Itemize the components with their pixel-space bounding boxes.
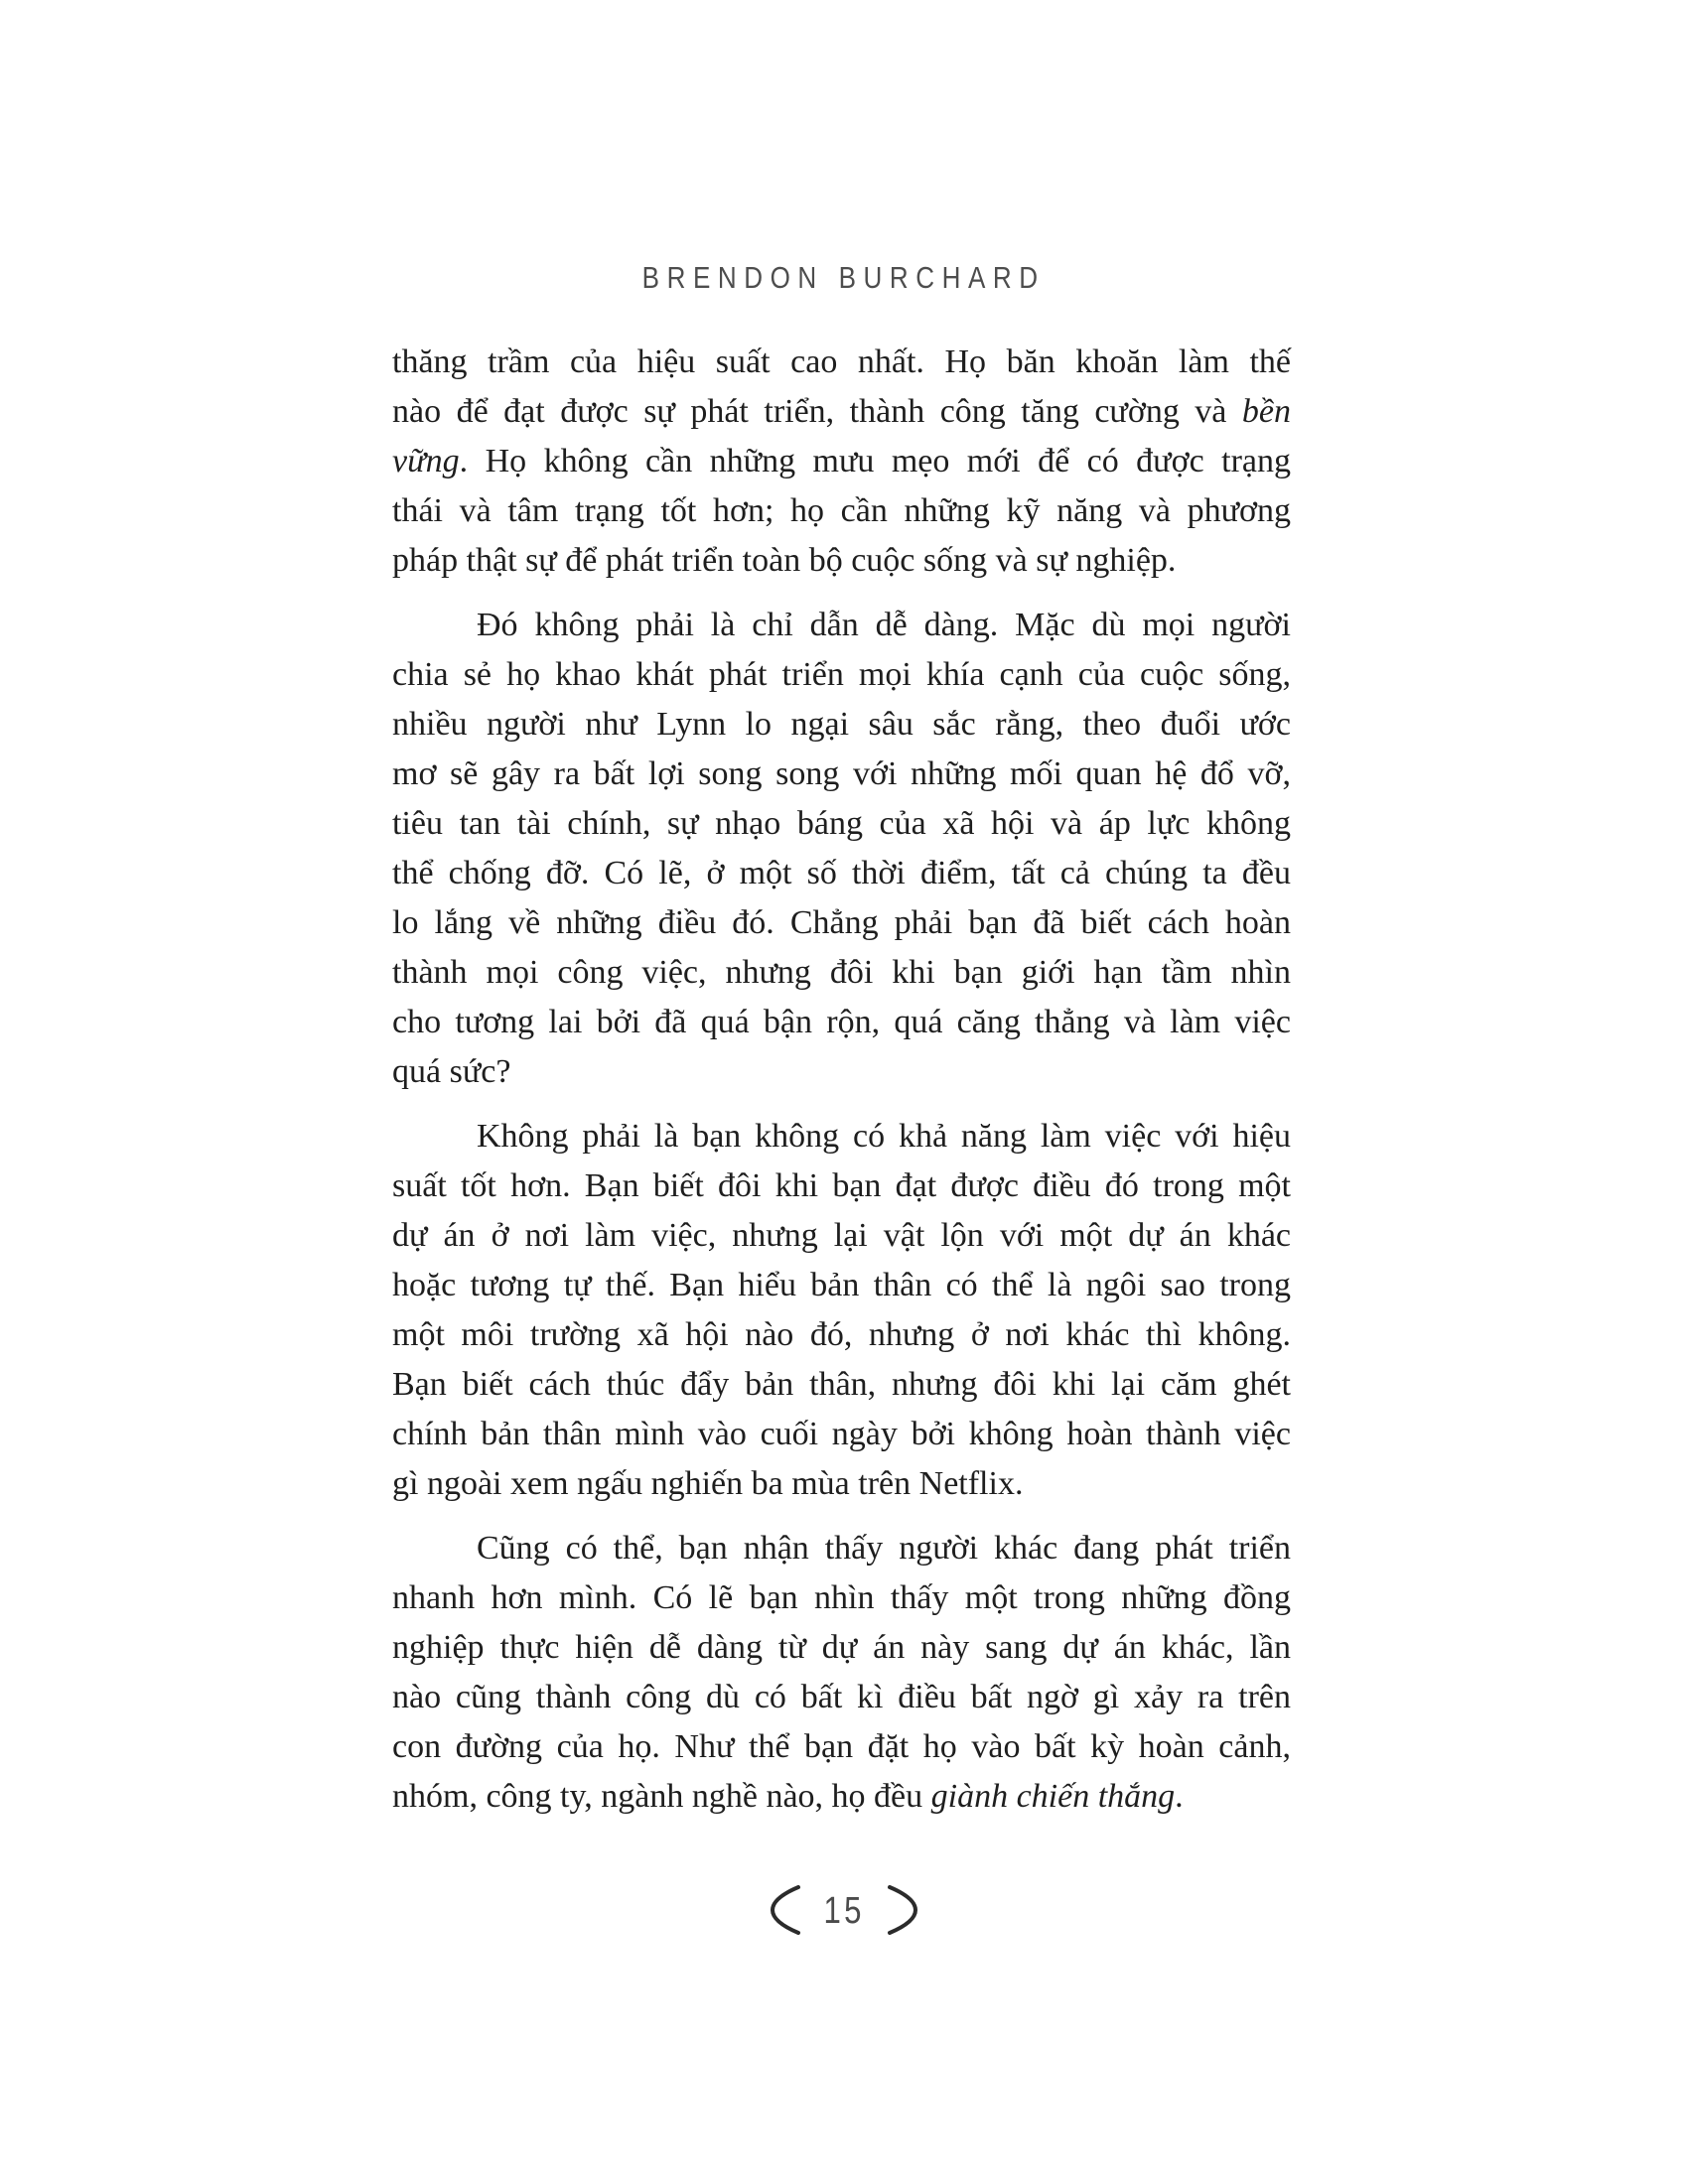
page-number-ornament: [0, 1884, 1688, 1936]
text-line: [392, 1410, 1291, 1459]
body-text: Bạn biết cách thúc đẩy bản thân, nhưng đôi khi lại căm ghét: [392, 1366, 1291, 1403]
text-line: [392, 486, 1291, 536]
body-text: nhanh hơn mình. Có lẽ bạn nhìn thấy một trong những đồng: [392, 1579, 1291, 1616]
text-line: [392, 1161, 1291, 1211]
body-text: dự án ở nơi làm việc, nhưng lại vật lộn với một dự án khác: [392, 1217, 1291, 1254]
text-line: [392, 650, 1291, 700]
paragraph: [392, 1112, 1291, 1509]
text-line: [392, 1310, 1291, 1360]
right-arc-icon: [886, 1884, 919, 1936]
text-line: [392, 338, 1291, 387]
body-text: hoặc tương tự thế. Bạn hiểu bản thân có thể là ngôi sao trong: [392, 1267, 1291, 1303]
text-line: [392, 1722, 1291, 1772]
text-line: [392, 1211, 1291, 1261]
body-text: Không phải là bạn không có khả năng làm việc với hiệu: [477, 1118, 1291, 1155]
text-line: [392, 998, 1291, 1047]
text-line: [392, 1459, 1291, 1509]
left-arc-icon: [769, 1884, 802, 1936]
text-line: [392, 1047, 1291, 1097]
body-text: Cũng có thể, bạn nhận thấy người khác đang phát triển: [477, 1530, 1291, 1567]
emphasized-text: bền: [1241, 393, 1291, 430]
body-text: lo lắng về những điều đó. Chẳng phải bạn đã biết cách hoàn: [392, 904, 1291, 941]
page-number: 15: [823, 1890, 865, 1932]
body-text: suất tốt hơn. Bạn biết đôi khi bạn đạt được điều đó trong một: [392, 1167, 1291, 1204]
body-text: chia sẻ họ khao khát phát triển mọi khía cạnh của cuộc sống,: [392, 656, 1291, 693]
text-line: [392, 536, 1291, 586]
text-line: [392, 1673, 1291, 1722]
body-text: nhiều người như Lynn lo ngại sâu sắc rằng, theo đuổi ước: [392, 706, 1291, 743]
page-body: [392, 338, 1291, 1822]
text-line: [392, 799, 1291, 849]
body-text: một môi trường xã hội nào đó, nhưng ở nơi khác thì không.: [392, 1316, 1291, 1353]
text-line: [392, 1261, 1291, 1310]
text-line: [392, 437, 1291, 486]
running-header-text: BRENDON BURCHARD: [642, 260, 1046, 295]
body-text: thăng trầm của hiệu suất cao nhất. Họ băn khoăn làm thế: [392, 343, 1291, 380]
body-text: gì ngoài xem ngấu nghiến ba mùa trên Netflix.: [392, 1465, 1024, 1502]
body-text: thái và tâm trạng tốt hơn; họ cần những kỹ năng và phương: [392, 492, 1291, 529]
body-text: con đường của họ. Như thể bạn đặt họ vào bất kỳ hoàn cảnh,: [392, 1728, 1291, 1765]
text-line: [392, 1360, 1291, 1410]
text-line: [392, 1772, 1291, 1822]
paragraph: [392, 338, 1291, 586]
text-line: [392, 948, 1291, 998]
text-line: [392, 601, 1291, 650]
body-text: nào cũng thành công dù có bất kì điều bất ngờ gì xảy ra trên: [392, 1679, 1291, 1715]
body-text: mơ sẽ gây ra bất lợi song song với những mối quan hệ đổ vỡ,: [392, 755, 1291, 792]
body-text: . Họ không cần những mưu mẹo mới để có được trạng: [459, 443, 1291, 479]
text-line: [392, 898, 1291, 948]
text-line: [392, 849, 1291, 898]
body-text: cho tương lai bởi đã quá bận rộn, quá căng thẳng và làm việc: [392, 1004, 1291, 1040]
body-text: tiêu tan tài chính, sự nhạo báng của xã hội và áp lực không: [392, 805, 1291, 842]
text-line: [392, 1623, 1291, 1673]
body-text: chính bản thân mình vào cuối ngày bởi không hoàn thành việc: [392, 1416, 1291, 1452]
paragraph: [392, 1524, 1291, 1822]
body-text: thể chống đỡ. Có lẽ, ở một số thời điểm, tất cả chúng ta đều: [392, 855, 1291, 891]
body-text: quá sức?: [392, 1053, 511, 1090]
text-line: [392, 700, 1291, 750]
body-text: nghiệp thực hiện dễ dàng từ dự án này sang dự án khác, lần: [392, 1629, 1291, 1666]
text-line: [392, 387, 1291, 437]
body-text: Đó không phải là chỉ dẫn dễ dàng. Mặc dù mọi người: [477, 607, 1291, 643]
body-text: pháp thật sự để phát triển toàn bộ cuộc sống và sự nghiệp.: [392, 542, 1177, 579]
body-text: thành mọi công việc, nhưng đôi khi bạn giới hạn tầm nhìn: [392, 954, 1291, 991]
text-line: [392, 1112, 1291, 1161]
body-text: nhóm, công ty, ngành nghề nào, họ đều: [392, 1778, 931, 1815]
body-text: nào để đạt được sự phát triển, thành công tăng cường và: [392, 393, 1242, 430]
text-line: [392, 1573, 1291, 1623]
emphasized-text: giành chiến thắng: [930, 1778, 1176, 1815]
text-line: [392, 1524, 1291, 1573]
running-header: [0, 260, 1688, 296]
text-line: [392, 750, 1291, 799]
paragraph: [392, 601, 1291, 1097]
body-text: .: [1175, 1778, 1184, 1815]
emphasized-text: vững: [392, 443, 460, 479]
